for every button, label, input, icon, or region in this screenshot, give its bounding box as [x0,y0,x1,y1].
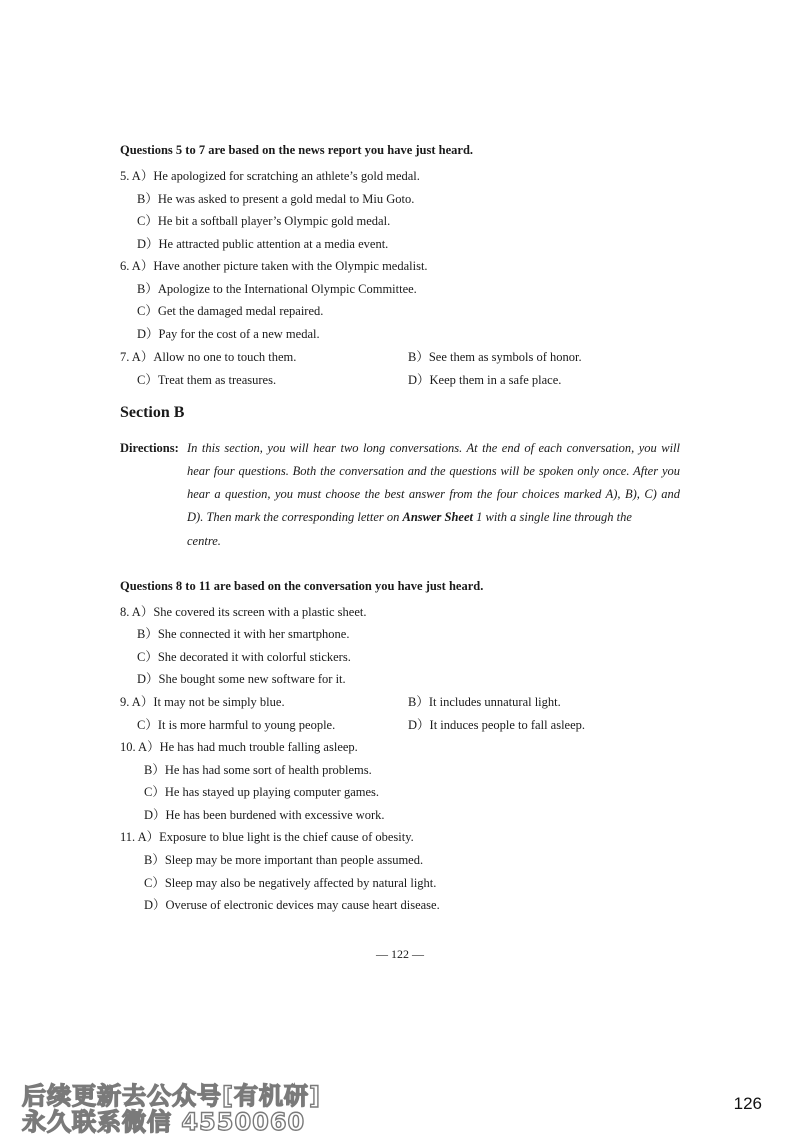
q8-option-b: B）She connected it with her smartphone. [137,627,350,641]
q7-option-c: C）Treat them as treasures. [137,373,277,387]
q8-option-c: C）She decorated it with colorful stickers. [137,650,351,664]
directions-line: hear four questions. Both the conversation and the questions will be spoken only once. After you [187,464,680,478]
q5-option-d: D）He attracted public attention at a media event. [137,237,389,251]
directions-line: In this section, you will hear two long conversations. At the end of each conversation, you will [187,441,680,455]
q6-option-b: B）Apologize to the International Olympic Committee. [137,282,417,296]
question-group-heading: Questions 5 to 7 are based on the news report you have just heard. [120,143,474,157]
q9-option-b: B）It includes unnatural light. [408,695,561,709]
q11-option-a: 11. A）Exposure to blue light is the chief cause of obesity. [120,830,414,844]
q11-option-c: C）Sleep may also be negatively affected by natural light. [144,876,437,890]
watermark-line: 永久联系微信 4550060 [22,1108,306,1136]
watermark-line: 后续更新去公众号[有机研] [22,1082,321,1110]
q5-option-c: C）He bit a softball player’s Olympic gold medal. [137,214,391,228]
q7-option-b: B）See them as symbols of honor. [408,350,582,364]
question-group-heading: Questions 8 to 11 are based on the conversation you have just heard. [120,579,484,593]
q7-option-a: 7. A）Allow no one to touch them. [120,350,297,364]
page-number: — 122 — [376,947,424,961]
q8-option-d: D）She bought some new software for it. [137,672,346,686]
directions-text: 1 with a single line through the [473,510,632,524]
directions-line: hear a question, you must choose the best answer from the four choices marked A), B), C) and [187,487,680,501]
directions-label: Directions: [120,441,179,455]
answer-sheet-label: Answer Sheet [402,510,473,524]
q6-option-c: C）Get the damaged medal repaired. [137,304,324,318]
q10-option-b: B）He has had some sort of health problems. [144,763,372,777]
q6-option-a: 6. A）Have another picture taken with the Olympic medalist. [120,259,428,273]
q10-option-d: D）He has been burdened with excessive work. [144,808,385,822]
q7-option-d: D）Keep them in a safe place. [408,373,562,387]
q10-option-a: 10. A）He has had much trouble falling asleep. [120,740,358,754]
q9-option-d: D）It induces people to fall asleep. [408,718,586,732]
scan-page-number: 126 [733,1094,762,1113]
directions-line [187,510,632,525]
q11-option-d: D）Overuse of electronic devices may cause heart disease. [144,898,440,912]
q9-option-c: C）It is more harmful to young people. [137,718,336,732]
q5-option-b: B）He was asked to present a gold medal to Miu Goto. [137,192,415,206]
q10-option-c: C）He has stayed up playing computer games. [144,785,380,799]
directions-line: centre. [187,534,221,548]
q11-option-b: B）Sleep may be more important than people assumed. [144,853,424,867]
q5-option-a: 5. A）He apologized for scratching an athlete’s gold medal. [120,169,420,183]
section-title: Section B [120,404,185,421]
q8-option-a: 8. A）She covered its screen with a plastic sheet. [120,605,367,619]
q9-option-a: 9. A）It may not be simply blue. [120,695,285,709]
directions-text: D). Then mark the corresponding letter on [187,510,403,524]
q6-option-d: D）Pay for the cost of a new medal. [137,327,320,341]
